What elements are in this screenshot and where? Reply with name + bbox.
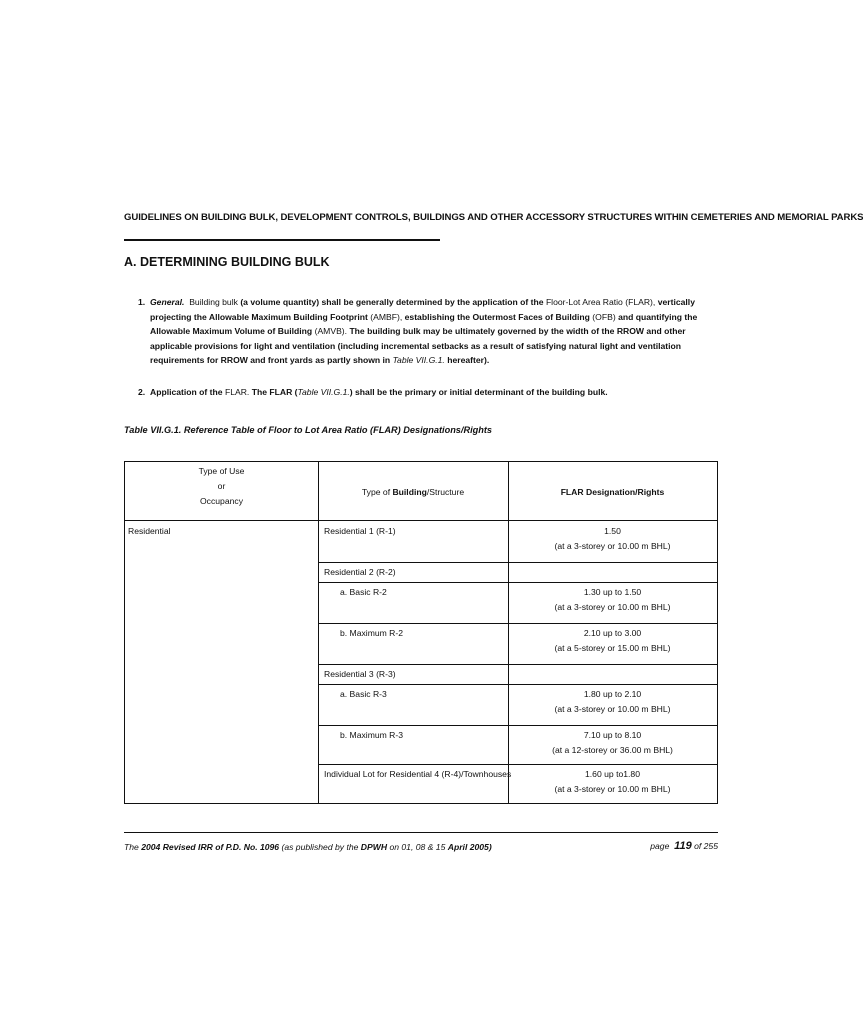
row-divider bbox=[318, 562, 717, 563]
section-title: A. DETERMINING BUILDING BULK bbox=[124, 255, 330, 269]
paragraph-text: General. Building bulk (a volume quantity) shall be generally determined by the application of the Floor-Lot Area Ratio (FLAR), vertically projecting the Allowable Maximum Building Footprint (AMBF), establishing the Outermost Faces of Building (OFB) and quantifying the Allowable Maximum Volume of Building (AMVB). The building bulk may be ultimately governed by the width of the RROW and other applicable provisions for light and ventilation (including incremental setbacks as a result of satisfying natural light and ventilation requirements for RROW and front yards as partly shown in Table VII.G.1. hereafter). bbox=[150, 297, 698, 366]
flar-cell: 1.60 up to1.80 (at a 3-storey or 10.00 m BHL) bbox=[554, 769, 671, 794]
paragraph-general bbox=[138, 295, 724, 368]
header-type-of-use: Type of Use or Occupancy bbox=[198, 466, 245, 506]
header-divider bbox=[124, 239, 440, 241]
paragraph-number: 2. bbox=[138, 387, 146, 397]
row-divider bbox=[318, 623, 717, 624]
header-flar: FLAR Designation/Rights bbox=[560, 487, 665, 497]
flar-cell: 2.10 up to 3.00 (at a 5-storey or 15.00 m BHL) bbox=[554, 628, 671, 653]
paragraph-application bbox=[138, 385, 724, 400]
flar-cell: 1.80 up to 2.10 (at a 3-storey or 10.00 m BHL) bbox=[554, 689, 671, 714]
row-divider bbox=[318, 725, 717, 726]
flar-cell: 1.50 (at a 3-storey or 10.00 m BHL) bbox=[554, 526, 671, 551]
header-type-of-structure: Type of Building/Structure bbox=[361, 487, 465, 497]
row-divider bbox=[318, 664, 717, 665]
structure-cell: b. Maximum R-3 bbox=[340, 730, 404, 740]
page-header-title: GUIDELINES ON BUILDING BULK, DEVELOPMENT CONTROLS, BUILDINGS AND OTHER ACCESSORY STRUCTURES WITHIN CEMETERIES AND MEMORIAL PARKS bbox=[124, 212, 863, 223]
page-number: page 119 of 255 bbox=[650, 840, 718, 852]
paragraph-text: Application of the FLAR. The FLAR (Table VII.G.1.) shall be the primary or initial determinant of the building bulk. bbox=[150, 387, 608, 397]
structure-cell: Residential 1 (R-1) bbox=[324, 526, 396, 536]
structure-cell: a. Basic R-3 bbox=[340, 689, 387, 699]
flar-cell: 1.30 up to 1.50 (at a 3-storey or 10.00 m BHL) bbox=[554, 587, 671, 612]
row-divider bbox=[318, 764, 717, 765]
footer-divider bbox=[124, 832, 718, 833]
row-divider bbox=[318, 582, 717, 583]
table-caption: Table VII.G.1. Reference Table of Floor to Lot Area Ratio (FLAR) Designations/Rights bbox=[124, 425, 493, 435]
structure-cell: b. Maximum R-2 bbox=[340, 628, 404, 638]
structure-cell: Residential 2 (R-2) bbox=[324, 567, 396, 577]
structure-cell: Individual Lot for Residential 4 (R-4)/Townhouses bbox=[324, 769, 512, 779]
row-divider bbox=[318, 684, 717, 685]
structure-cell: Residential 3 (R-3) bbox=[324, 669, 396, 679]
use-residential: Residential bbox=[128, 526, 171, 536]
structure-cell: a. Basic R-2 bbox=[340, 587, 387, 597]
column-divider bbox=[318, 462, 319, 803]
flar-cell: 7.10 up to 8.10 (at a 12-storey or 36.00 m BHL) bbox=[552, 730, 673, 755]
flar-table bbox=[124, 461, 718, 804]
header-row-divider bbox=[125, 520, 717, 521]
footer-citation: The 2004 Revised IRR of P.D. No. 1096 (as published by the DPWH on 01, 08 & 15 April 2005) bbox=[124, 842, 492, 852]
paragraph-number: 1. bbox=[138, 297, 146, 307]
